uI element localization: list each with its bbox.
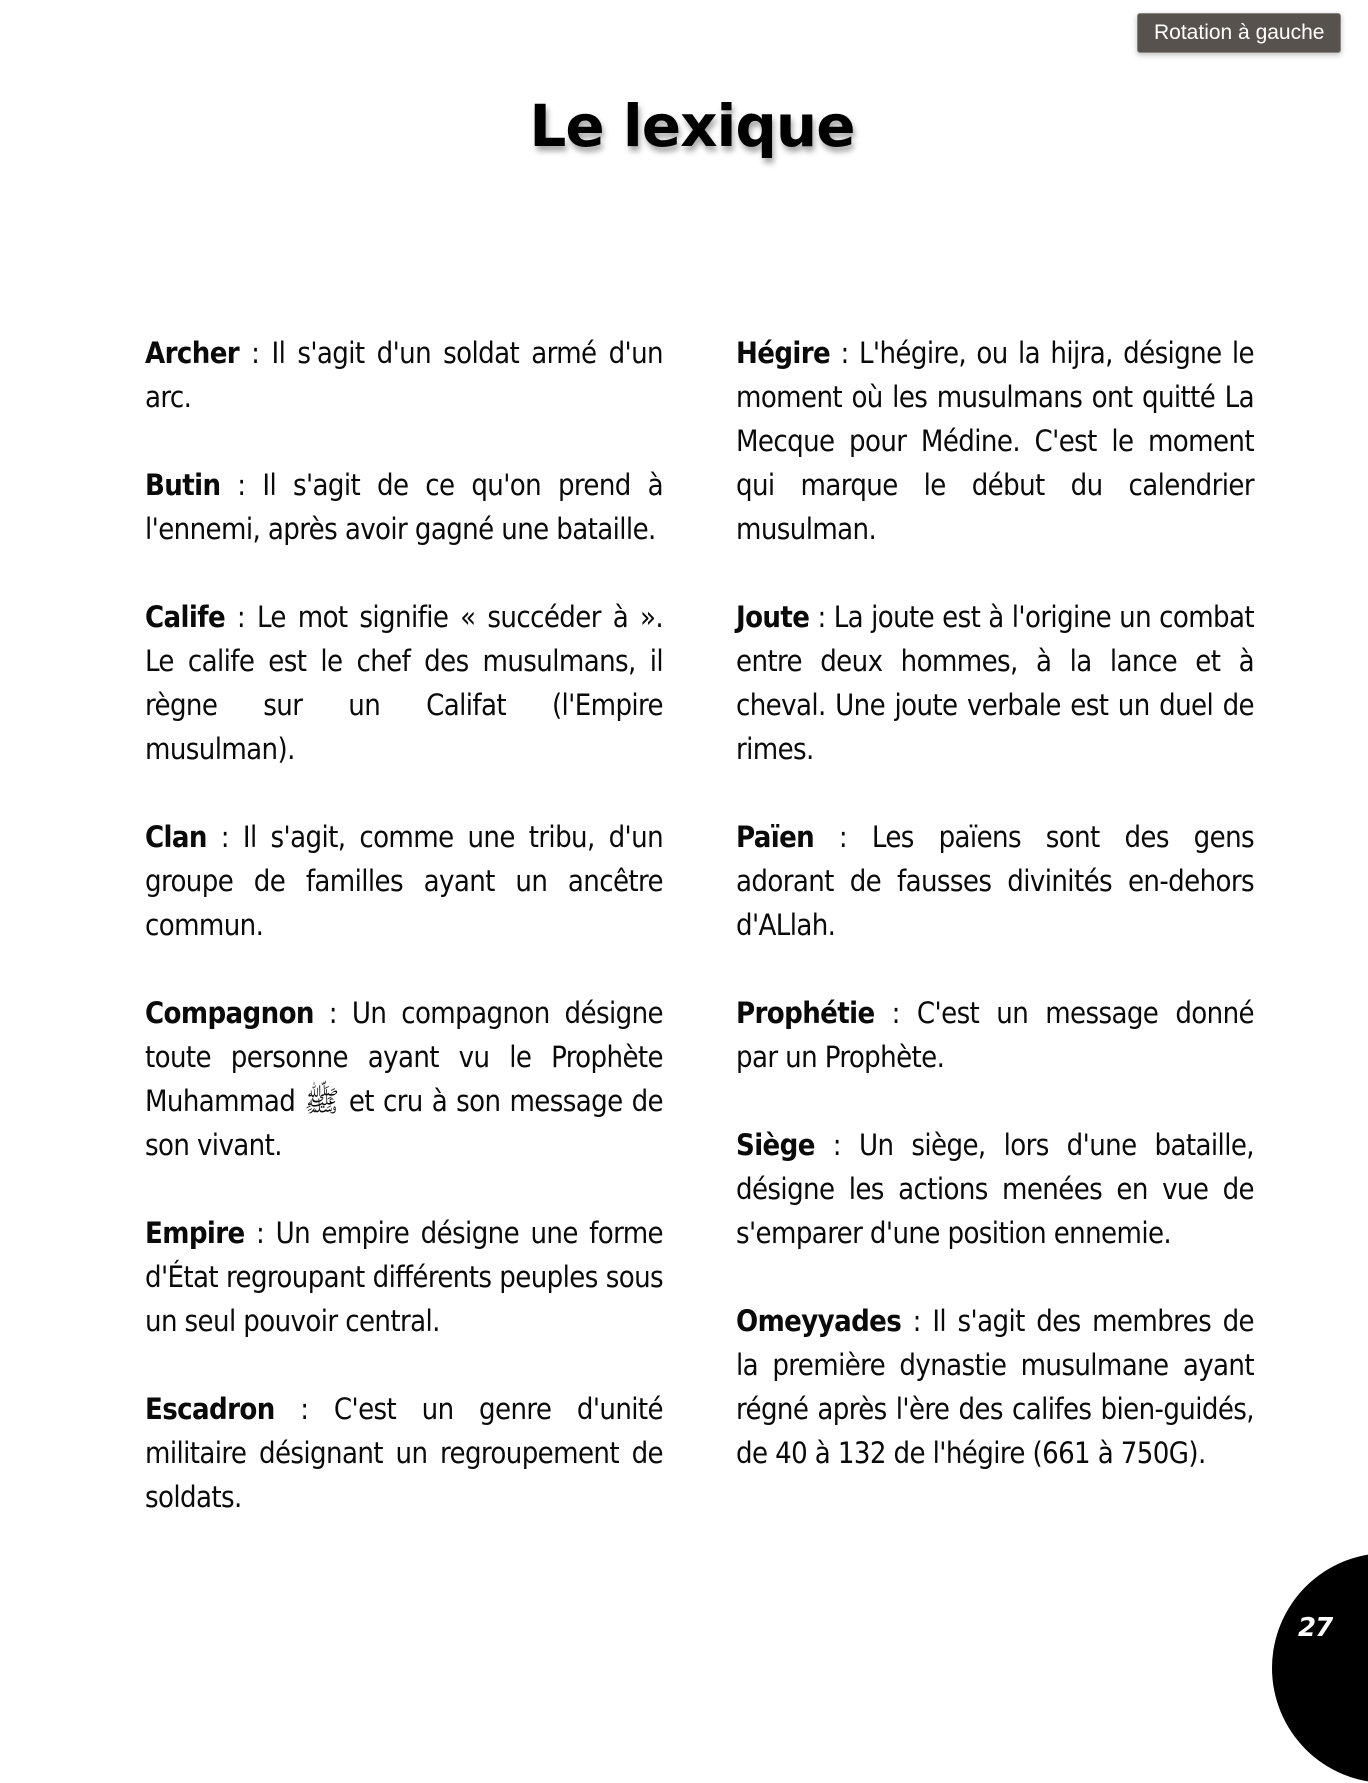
glossary-definition: C'est un genre d'unité militaire désignant un regroupement de soldats. [145, 1392, 664, 1514]
glossary-definition: Un siège, lors d'une bataille, désigne les actions menées en vue de s'emparer d'une position ennemie. [736, 1128, 1254, 1250]
page-number-badge [1272, 1553, 1368, 1783]
glossary-term: Hégire [736, 336, 831, 370]
glossary-term: Calife [145, 600, 226, 634]
glossary-term: Siège [736, 1128, 815, 1162]
term-separator: : [814, 1128, 859, 1162]
glossary-term: Clan [145, 820, 207, 854]
glossary-definition: L'hégire, ou la hijra, désigne le moment où les musulmans ont quitté La Mecque pour Médine. C'est le moment qui marque le début du calendrier musulman. [736, 336, 1255, 546]
glossary-definition: Les païens sont des gens adorant de fausses divinités en-dehors d'ALlah. [736, 820, 1254, 942]
term-separator: : [274, 1392, 334, 1426]
rotate-left-tooltip: Rotation à gauche [1137, 13, 1341, 53]
glossary-entry-clan [145, 815, 663, 947]
page-title: Le lexique [529, 92, 855, 160]
glossary-entry-hegire [736, 331, 1254, 551]
glossary-left-column [145, 331, 663, 1563]
term-separator: : [313, 996, 352, 1030]
glossary-right-column [736, 331, 1254, 1519]
glossary-term: Prophétie [736, 996, 875, 1030]
glossary-entry-paien [736, 815, 1254, 947]
glossary-entry-escadron [145, 1387, 663, 1519]
glossary-definition: Il s'agit des membres de la première dynastie musulmane ayant régné après l'ère des califes bien-guidés, de 40 à 132 de l'hégire (661 à 750G). [736, 1304, 1255, 1470]
glossary-definition: Il s'agit d'un soldat armé d'un arc. [145, 336, 663, 414]
glossary-definition: Le mot signifie « succéder à ». Le calife est le chef des musulmans, il règne sur un Califat (l'Empire musulman). [145, 600, 663, 766]
glossary-definition: Il s'agit, comme une tribu, d'un groupe de familles ayant un ancêtre commun. [145, 820, 664, 942]
term-separator: : [206, 820, 243, 854]
glossary-definition: La joute est à l'origine un combat entre deux hommes, à la lance et à cheval. Une joute verbale est un duel de rimes. [736, 600, 1254, 766]
term-separator: : [814, 820, 872, 854]
glossary-term: Butin [145, 468, 221, 502]
glossary-entry-compagnon [145, 991, 663, 1167]
term-separator: : [901, 1304, 933, 1338]
glossary-entry-omeyyades [736, 1299, 1254, 1475]
glossary-entry-archer [145, 331, 663, 419]
glossary-entry-joute [736, 595, 1254, 771]
term-separator: : [244, 1216, 276, 1250]
glossary-entry-butin [145, 463, 663, 551]
glossary-definition: C'est un message donné par un Prophète. [736, 996, 1254, 1074]
glossary-entry-empire [145, 1211, 663, 1343]
glossary-term: Empire [145, 1216, 245, 1250]
glossary-term: Joute [736, 600, 810, 634]
term-separator: : [220, 468, 263, 502]
glossary-entry-prophetie [736, 991, 1254, 1079]
term-separator: : [874, 996, 917, 1030]
term-separator: : [809, 600, 834, 634]
glossary-definition: Il s'agit de ce qu'on prend à l'ennemi, après avoir gagné une bataille. [145, 468, 664, 546]
term-separator: : [239, 336, 272, 370]
glossary-definition: Un compagnon désigne toute personne ayant vu le Prophète Muhammad ﷺ et cru à son message de son vivant. [145, 996, 663, 1162]
glossary-term: Archer [145, 336, 240, 370]
glossary-term: Escadron [145, 1392, 275, 1426]
glossary-entry-calife [145, 595, 663, 771]
glossary-entry-siege [736, 1123, 1254, 1255]
page-number: 27 [1298, 1613, 1333, 1643]
term-separator: : [225, 600, 257, 634]
glossary-term: Païen [736, 820, 815, 854]
glossary-term: Omeyyades [736, 1304, 902, 1338]
term-separator: : [830, 336, 859, 370]
glossary-definition: Un empire désigne une forme d'État regroupant différents peuples sous un seul pouvoir central. [145, 1216, 663, 1338]
glossary-term: Compagnon [145, 996, 314, 1030]
